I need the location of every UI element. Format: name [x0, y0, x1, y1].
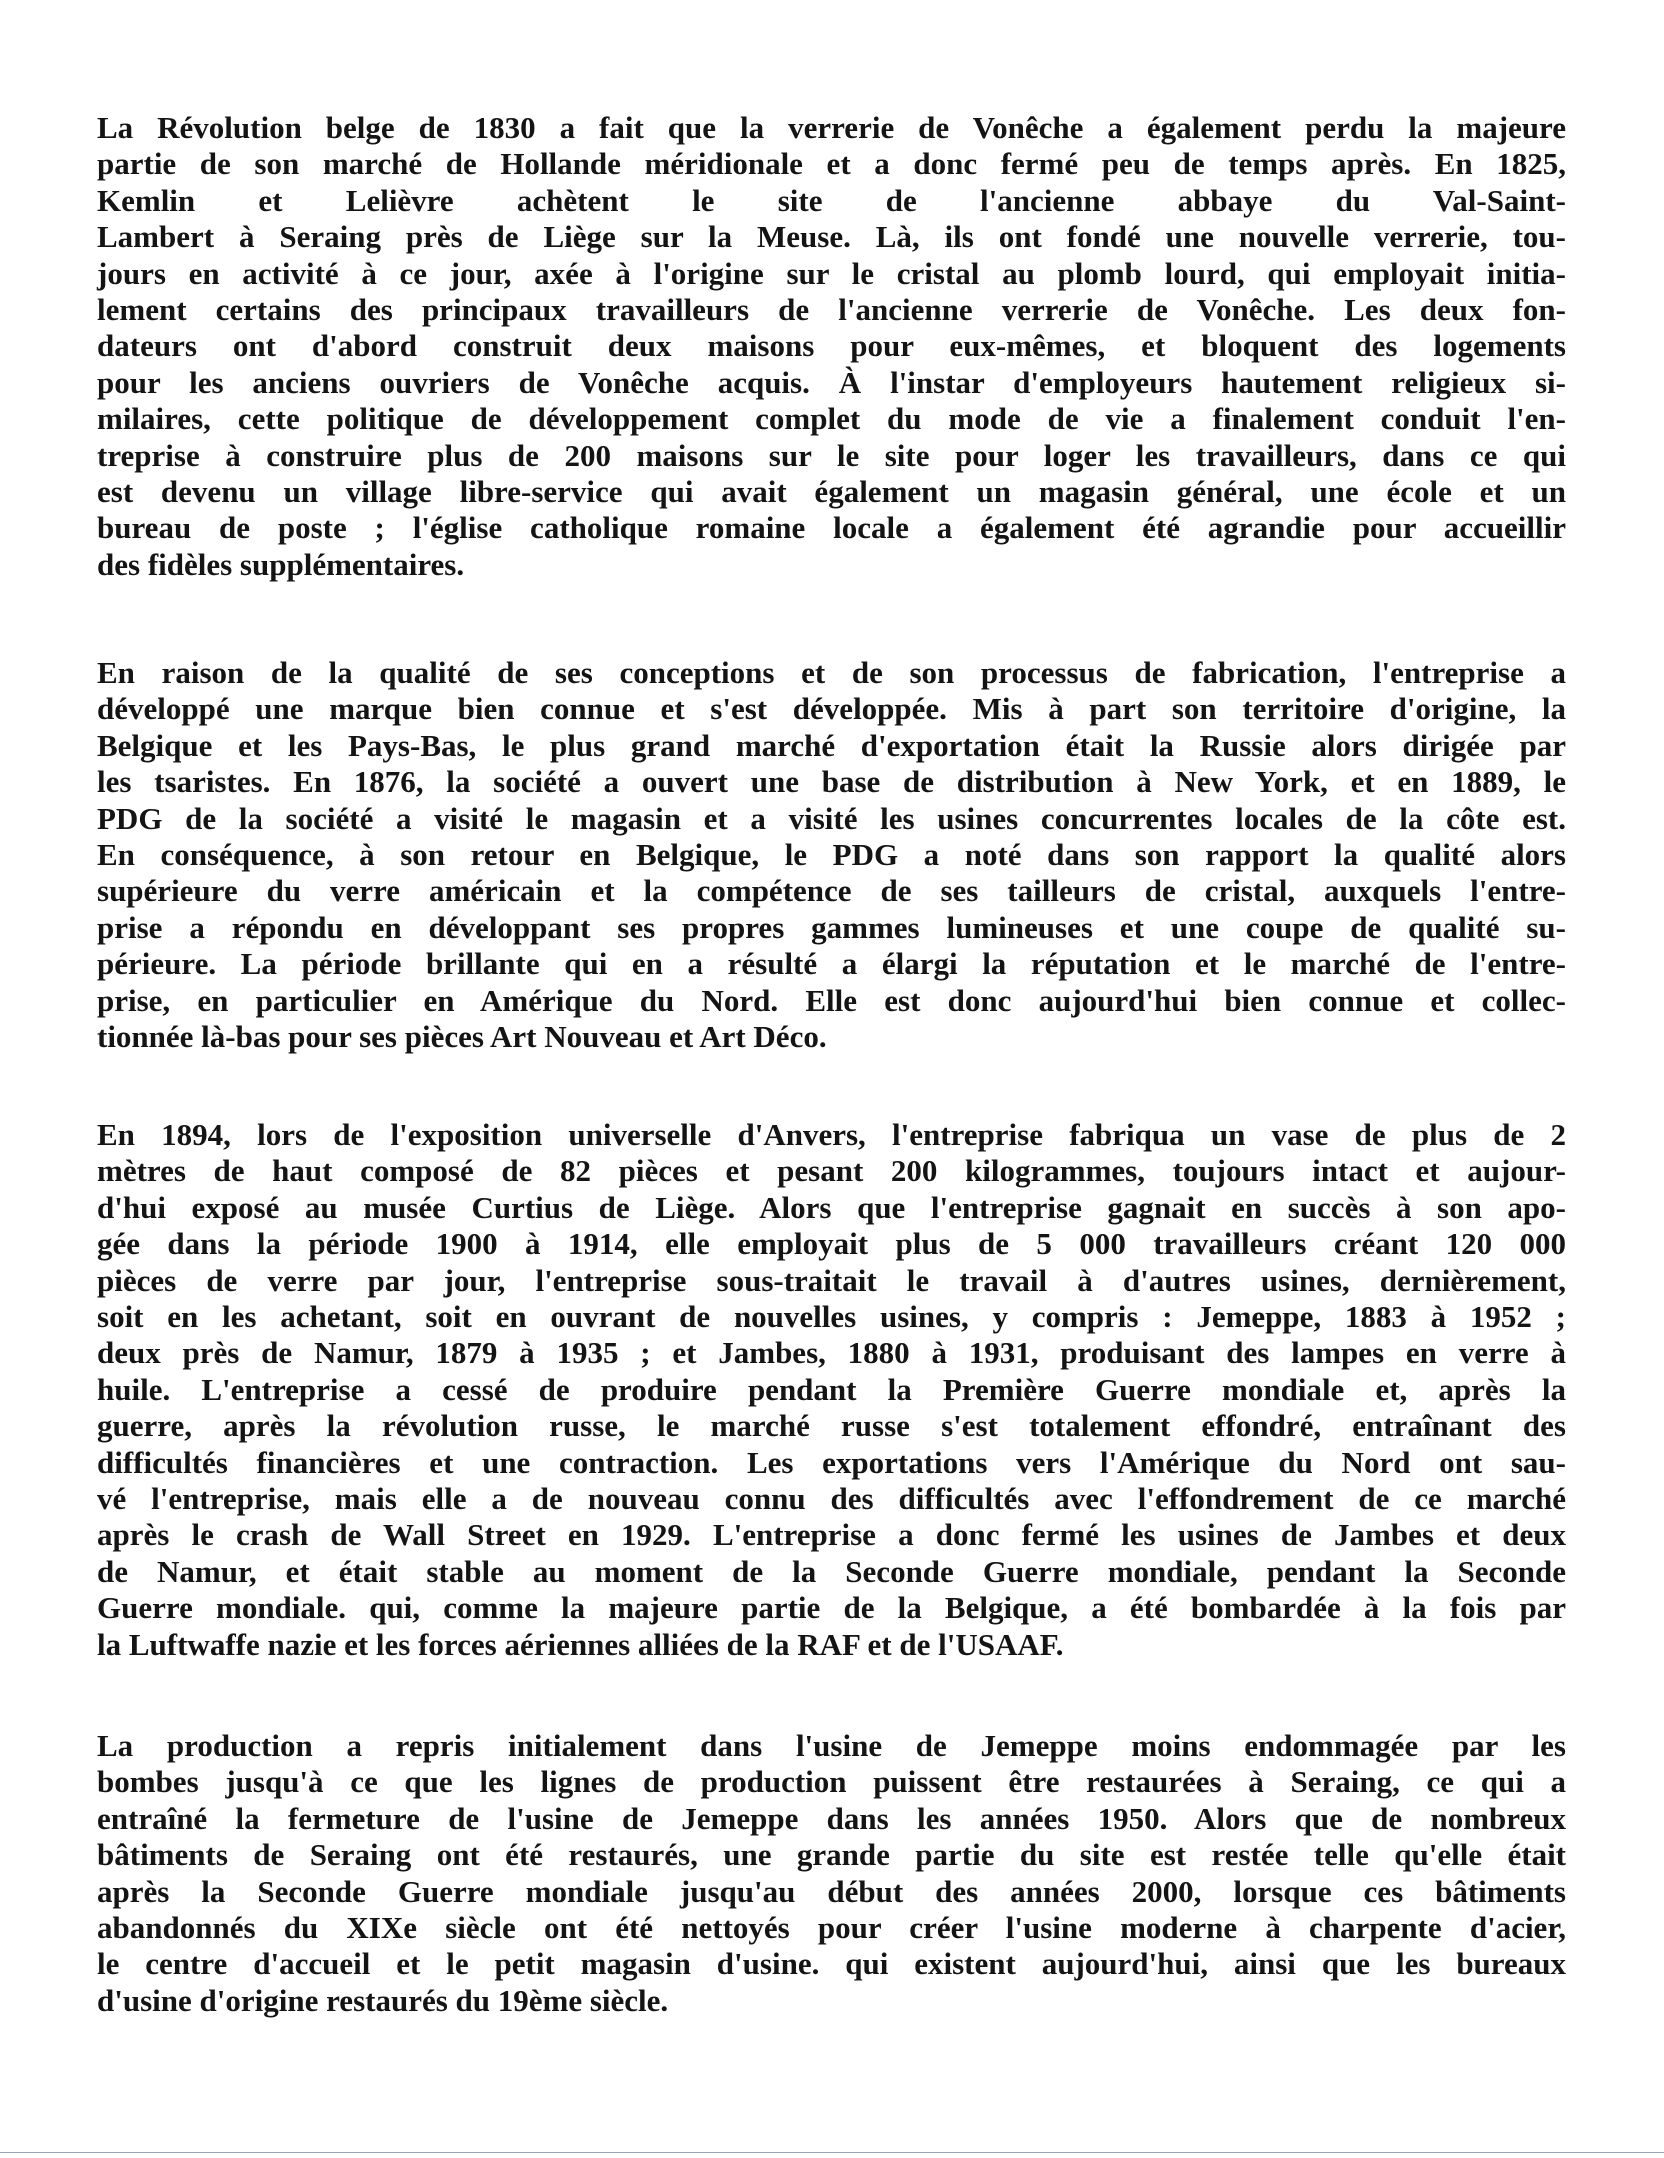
text-line: abandonnés du XIXe siècle ont été nettoyés pour créer l'usine moderne à charpente d'acier,	[97, 1910, 1566, 1946]
text-line: gée dans la période 1900 à 1914, elle employait plus de 5 000 travailleurs créant 120 000	[97, 1226, 1566, 1262]
text-line: bombes jusqu'à ce que les lignes de production puissent être restaurées à Seraing, ce qui a	[97, 1764, 1566, 1800]
paragraph-4	[97, 1728, 1566, 2019]
text-line: treprise à construire plus de 200 maisons sur le site pour loger les travailleurs, dans ce qui	[97, 437, 1566, 473]
text-line: guerre, après la révolution russe, le marché russe s'est totalement effondré, entraînant des	[97, 1408, 1566, 1444]
text-line: PDG de la société a visité le magasin et a visité les usines concurrentes locales de la côte est.	[97, 800, 1566, 836]
text-line: huile. L'entreprise a cessé de produire pendant la Première Guerre mondiale et, après la	[97, 1371, 1566, 1407]
text-line: partie de son marché de Hollande méridionale et a donc fermé peu de temps après. En 1825,	[97, 146, 1566, 182]
text-line: deux près de Namur, 1879 à 1935 ; et Jambes, 1880 à 1931, produisant des lampes en verre à	[97, 1335, 1566, 1371]
text-line: La production a repris initialement dans l'usine de Jemeppe moins endommagée par les	[97, 1728, 1566, 1763]
text-line: les tsaristes. En 1876, la société a ouvert une base de distribution à New York, et en 1889, le	[97, 764, 1566, 800]
text-line: La Révolution belge de 1830 a fait que la verrerie de Vonêche a également perdu la majeure	[97, 110, 1566, 145]
text-line: pour les anciens ouvriers de Vonêche acquis. À l'instar d'employeurs hautement religieux si-	[97, 364, 1566, 400]
text-line: lement certains des principaux travailleurs de l'ancienne verrerie de Vonêche. Les deux fon-	[97, 292, 1566, 328]
text-line: entraîné la fermeture de l'usine de Jemeppe dans les années 1950. Alors que de nombreux	[97, 1800, 1566, 1836]
bottom-edge-line	[0, 2152, 1664, 2153]
text-line: d'usine d'origine restaurés du 19ème siècle.	[97, 1982, 669, 2018]
text-line: la Luftwaffe nazie et les forces aériennes alliées de la RAF et de l'USAAF.	[97, 1626, 1064, 1662]
text-line: est devenu un village libre-service qui avait également un magasin général, une école et un	[97, 474, 1566, 510]
text-line: jours en activité à ce jour, axée à l'origine sur le cristal au plomb lourd, qui employait initia-	[97, 255, 1566, 291]
text-line: d'hui exposé au musée Curtius de Liège. Alors que l'entreprise gagnait en succès à son apo-	[97, 1189, 1566, 1225]
text-line: prise a répondu en développant ses propres gammes lumineuses et une coupe de qualité su-	[97, 909, 1566, 945]
text-line: milaires, cette politique de développement complet du mode de vie a finalement conduit l'en-	[97, 401, 1566, 437]
text-line: Lambert à Seraing près de Liège sur la Meuse. Là, ils ont fondé une nouvelle verrerie, tou-	[97, 219, 1566, 255]
text-line: périeure. La période brillante qui en a résulté a élargi la réputation et le marché de l'entre-	[97, 946, 1566, 982]
text-line: En raison de la qualité de ses conceptions et de son processus de fabrication, l'entreprise a	[97, 655, 1566, 690]
text-line: mètres de haut composé de 82 pièces et pesant 200 kilogrammes, toujours intact et aujour-	[97, 1153, 1566, 1189]
paragraph-1	[97, 110, 1566, 583]
text-line: de Namur, et était stable au moment de la Seconde Guerre mondiale, pendant la Seconde	[97, 1553, 1566, 1589]
text-line: développé une marque bien connue et s'est développée. Mis à part son territoire d'origine, la	[97, 691, 1566, 727]
text-line: des fidèles supplémentaires.	[97, 546, 465, 582]
text-line: dateurs ont d'abord construit deux maisons pour eux-mêmes, et bloquent des logements	[97, 328, 1566, 364]
text-line: vé l'entreprise, mais elle a de nouveau connu des difficultés avec l'effondrement de ce marché	[97, 1481, 1566, 1517]
text-line: supérieure du verre américain et la compétence de ses tailleurs de cristal, auxquels l'entre-	[97, 873, 1566, 909]
text-line: pièces de verre par jour, l'entreprise sous-traitait le travail à d'autres usines, dernièrement,	[97, 1262, 1566, 1298]
text-line: difficultés financières et une contraction. Les exportations vers l'Amérique du Nord ont sau-	[97, 1444, 1566, 1480]
text-line: tionnée là-bas pour ses pièces Art Nouveau et Art Déco.	[97, 1019, 827, 1055]
text-line: bureau de poste ; l'église catholique romaine locale a également été agrandie pour accueillir	[97, 510, 1566, 546]
text-line: prise, en particulier en Amérique du Nord. Elle est donc aujourd'hui bien connue et collec-	[97, 982, 1566, 1018]
text-line: après le crash de Wall Street en 1929. L'entreprise a donc fermé les usines de Jambes et deux	[97, 1517, 1566, 1553]
text-line: Guerre mondiale. qui, comme la majeure partie de la Belgique, a été bombardée à la fois par	[97, 1590, 1566, 1626]
text-line: bâtiments de Seraing ont été restaurés, une grande partie du site est restée telle qu'elle était	[97, 1837, 1566, 1873]
text-line: le centre d'accueil et le petit magasin d'usine. qui existent aujourd'hui, ainsi que les bureaux	[97, 1946, 1566, 1982]
text-line: Kemlin et Lelièvre achètent le site de l'ancienne abbaye du Val-Saint-	[97, 182, 1566, 218]
paragraph-2	[97, 655, 1566, 1055]
paragraph-3	[97, 1117, 1566, 1663]
text-line: après la Seconde Guerre mondiale jusqu'au début des années 2000, lorsque ces bâtiments	[97, 1873, 1566, 1909]
text-line: soit en les achetant, soit en ouvrant de nouvelles usines, y compris : Jemeppe, 1883 à 1952 ;	[97, 1299, 1566, 1335]
text-line: En conséquence, à son retour en Belgique, le PDG a noté dans son rapport la qualité alors	[97, 837, 1566, 873]
text-line: En 1894, lors de l'exposition universelle d'Anvers, l'entreprise fabriqua un vase de plus de 2	[97, 1117, 1566, 1152]
text-line: Belgique et les Pays-Bas, le plus grand marché d'exportation était la Russie alors dirigée par	[97, 727, 1566, 763]
